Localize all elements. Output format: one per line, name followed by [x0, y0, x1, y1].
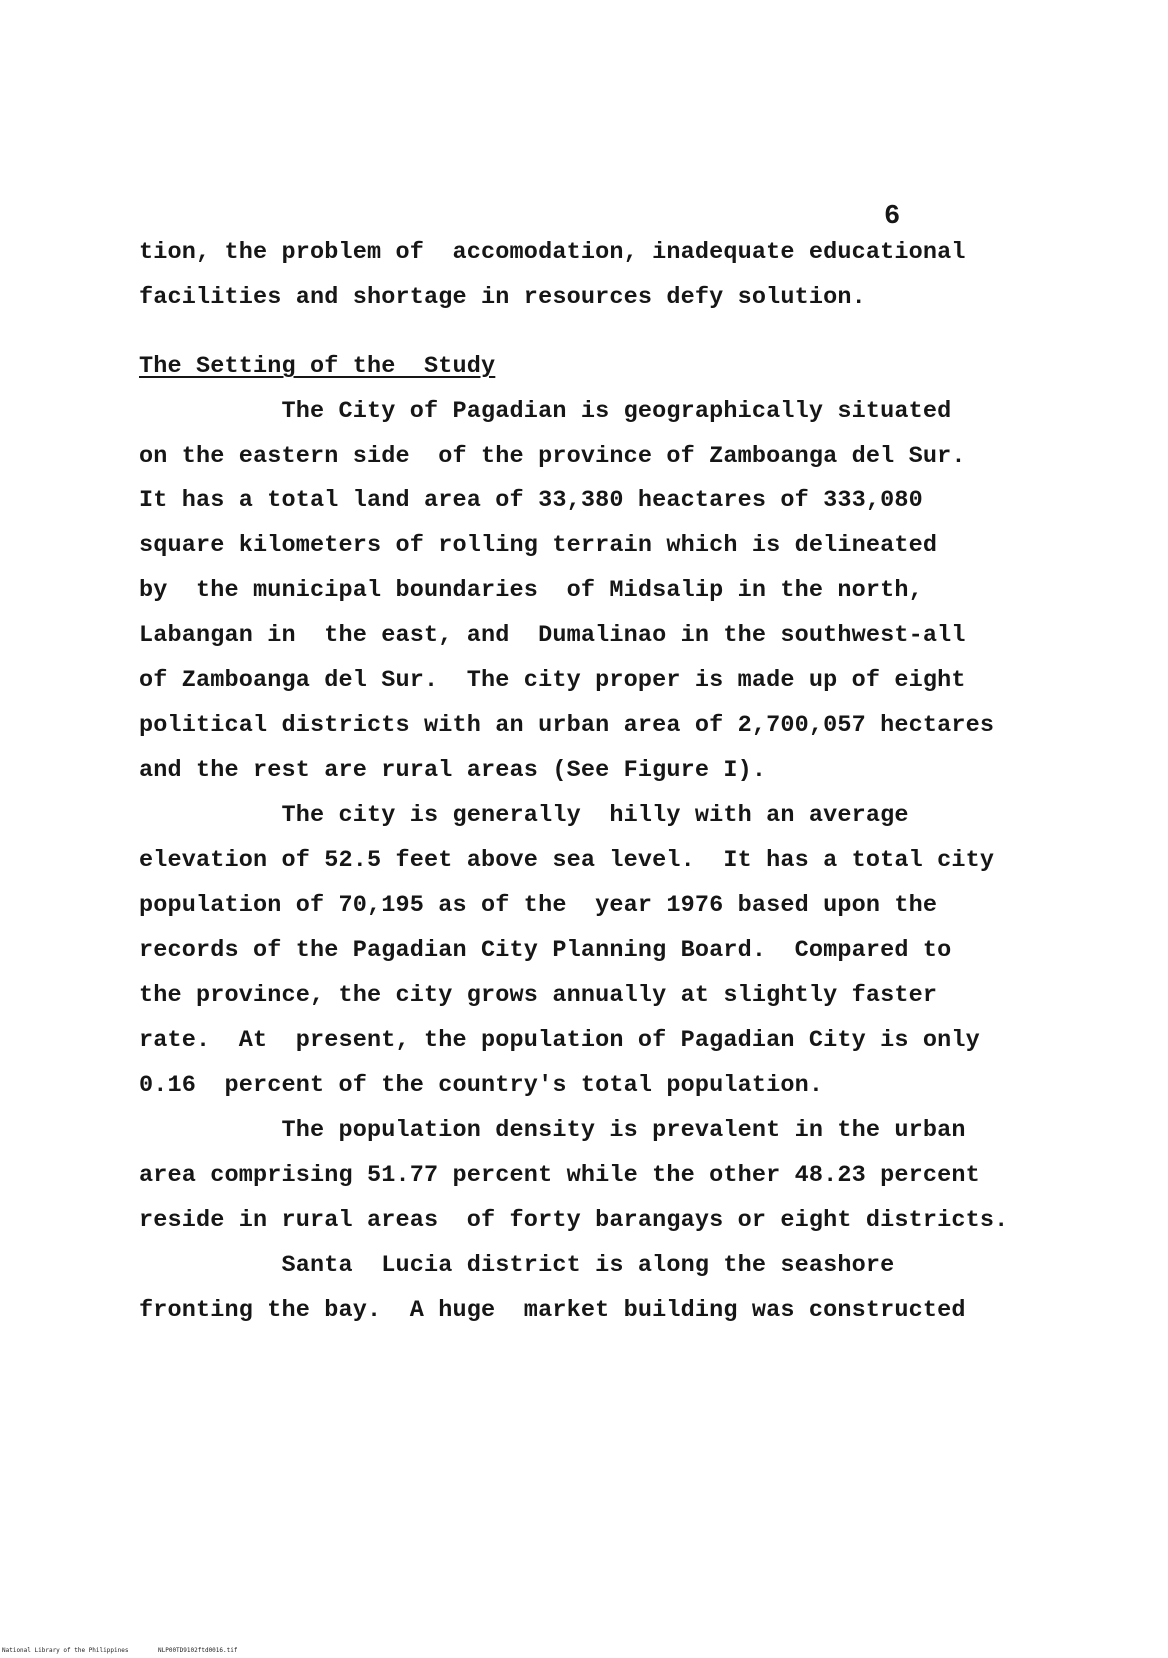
text-line: on the eastern side of the province of Zamboanga del Sur.: [139, 443, 966, 470]
text-line: Santa Lucia district is along the seashore: [139, 1252, 895, 1279]
text-line: rate. At present, the population of Pagadian City is only: [139, 1027, 980, 1054]
footer-file: NLP00TD9102ftd0016.tif: [158, 1647, 238, 1654]
text-line: fronting the bay. A huge market building was constructed: [139, 1297, 966, 1324]
text-line: square kilometers of rolling terrain which is delineated: [139, 532, 938, 559]
text-line: and the rest are rural areas (See Figure I).: [139, 757, 767, 784]
text-line: It has a total land area of 33,380 heactares of 333,080: [139, 487, 923, 514]
text-line: reside in rural areas of forty barangays or eight districts.: [139, 1207, 1009, 1234]
text-line: Labangan in the east, and Dumalinao in the southwest-all: [139, 622, 966, 649]
text-line: The City of Pagadian is geographically situated: [139, 398, 952, 425]
text-line: facilities and shortage in resources defy solution.: [139, 284, 866, 311]
section-heading: The Setting of the Study: [139, 353, 496, 380]
text-line: tion, the problem of accomodation, inadequate educational: [139, 239, 966, 266]
text-line: The city is generally hilly with an average: [139, 802, 909, 829]
text-line: population of 70,195 as of the year 1976 based upon the: [139, 892, 938, 919]
text-line: records of the Pagadian City Planning Board. Compared to: [139, 937, 952, 964]
text-line: the province, the city grows annually at slightly faster: [139, 982, 938, 1009]
text-line: by the municipal boundaries of Midsalip in the north,: [139, 577, 923, 604]
footer-source: National Library of the Philippines: [2, 1647, 129, 1654]
text-line: 0.16 percent of the country's total population.: [139, 1072, 824, 1099]
text-line: political districts with an urban area of 2,700,057 hectares: [139, 712, 995, 739]
page-number: 6: [884, 202, 901, 232]
text-line: area comprising 51.77 percent while the other 48.23 percent: [139, 1162, 980, 1189]
text-line: of Zamboanga del Sur. The city proper is made up of eight: [139, 667, 966, 694]
text-line: The population density is prevalent in the urban: [139, 1117, 966, 1144]
text-line: elevation of 52.5 feet above sea level. It has a total city: [139, 847, 995, 874]
